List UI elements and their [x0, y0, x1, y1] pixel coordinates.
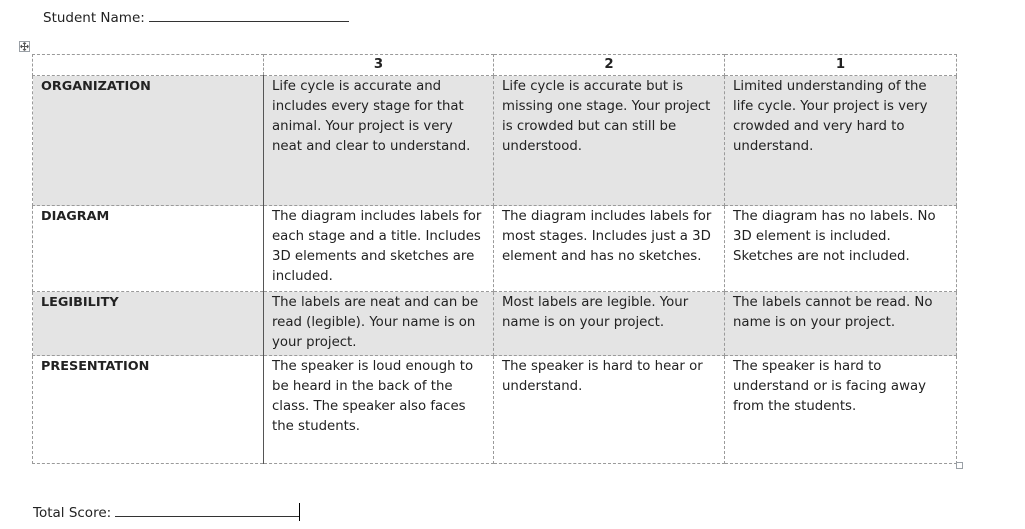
header-cell-blank[interactable] — [33, 55, 264, 76]
score-3-cell[interactable]: The speaker is loud enough to be heard in the back of the class. The speaker also faces the students. — [264, 356, 494, 464]
score-1-cell[interactable]: The diagram has no labels. No 3D element is included. Sketches are not included. — [725, 206, 957, 292]
category-cell[interactable]: LEGIBILITY — [33, 292, 264, 356]
text-cursor — [299, 503, 300, 521]
table-row-diagram — [33, 206, 957, 292]
score-1-cell[interactable]: The labels cannot be read. No name is on your project. — [725, 292, 957, 356]
score-1-cell[interactable]: The speaker is hard to understand or is facing away from the students. — [725, 356, 957, 464]
table-resize-handle[interactable] — [956, 462, 963, 469]
header-row — [33, 55, 957, 76]
score-3-cell[interactable]: Life cycle is accurate and includes every stage for that animal. Your project is very neat and clear to understand. — [264, 76, 494, 206]
score-2-cell[interactable]: The speaker is hard to hear or understand. — [494, 356, 725, 464]
category-cell[interactable]: PRESENTATION — [33, 356, 264, 464]
table-row-organization — [33, 76, 957, 206]
score-3-cell[interactable]: The diagram includes labels for each stage and a title. Includes 3D elements and sketches are included. — [264, 206, 494, 292]
table-row-presentation — [33, 356, 957, 464]
header-cell-score-3[interactable]: 3 — [264, 55, 494, 76]
rubric-table — [32, 54, 957, 464]
header-cell-score-1[interactable]: 1 — [725, 55, 957, 76]
score-2-cell[interactable]: The diagram includes labels for most stages. Includes just a 3D element and has no sketches. — [494, 206, 725, 292]
total-score-field — [33, 502, 300, 521]
score-1-cell[interactable]: Limited understanding of the life cycle. Your project is very crowded and very hard to understand. — [725, 76, 957, 206]
score-3-cell[interactable]: The labels are neat and can be read (legible). Your name is on your project. — [264, 292, 494, 356]
student-name-blank[interactable] — [149, 7, 349, 22]
table-row-legibility — [33, 292, 957, 356]
student-name-label: Student Name: — [43, 10, 145, 26]
header-cell-score-2[interactable]: 2 — [494, 55, 725, 76]
score-2-cell[interactable]: Life cycle is accurate but is missing one stage. Your project is crowded but can still be understood. — [494, 76, 725, 206]
table-move-handle-icon[interactable] — [19, 41, 30, 52]
category-cell[interactable]: DIAGRAM — [33, 206, 264, 292]
student-name-field — [43, 7, 349, 26]
total-score-label: Total Score: — [33, 505, 112, 521]
total-score-blank[interactable] — [115, 502, 299, 517]
score-2-cell[interactable]: Most labels are legible. Your name is on your project. — [494, 292, 725, 356]
category-cell[interactable]: ORGANIZATION — [33, 76, 264, 206]
